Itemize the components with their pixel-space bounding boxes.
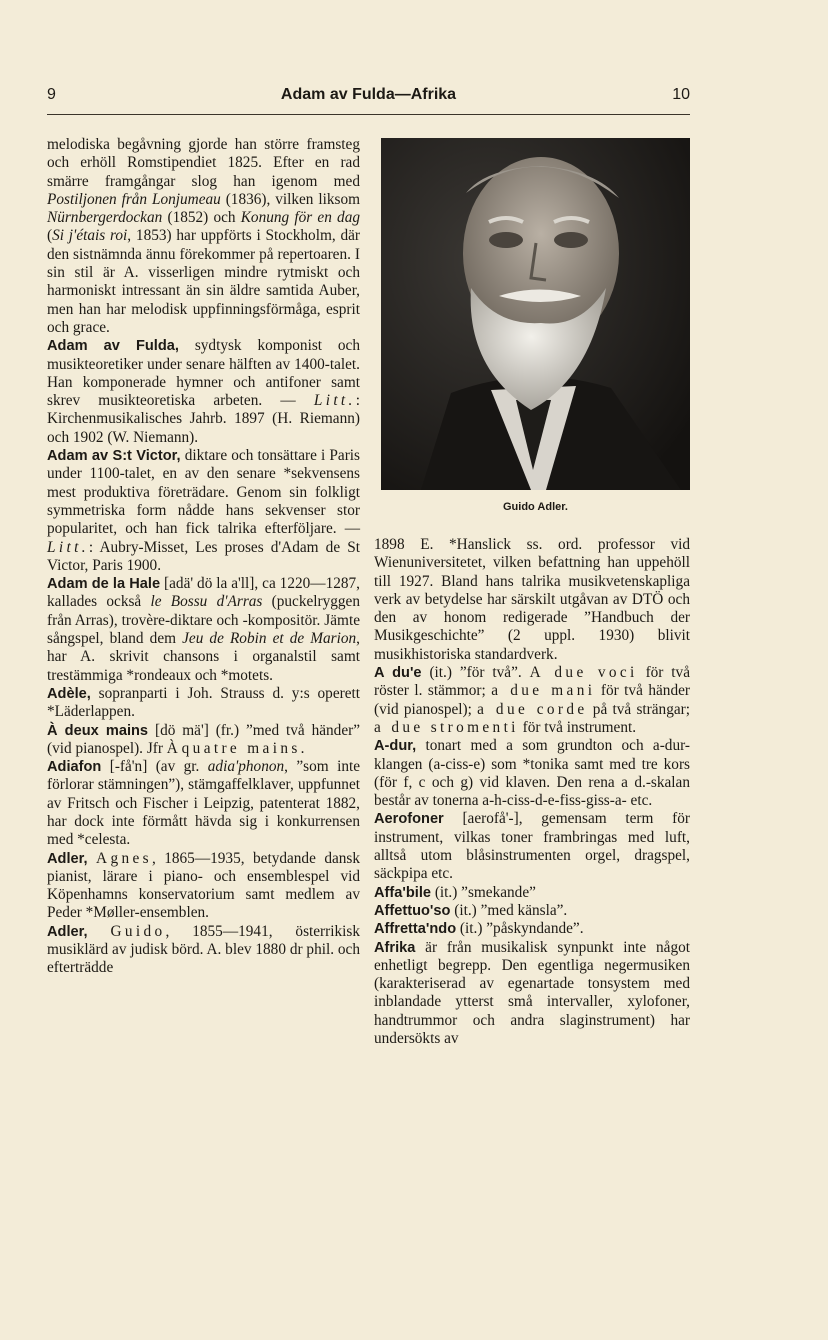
entry-afrika: Afrika är från musikalisk synpunkt inte något enhetligt begrepp. Den egentliga negermusiken (karakteriserad av egenartade tonsystem med inblandade ytterst små intervaller, xylofoner, handtrummor och andra slaginstrument) har undersökts av (374, 938, 690, 1048)
entry-aerofoner: Aerofoner [aerofå'-], gemensam term för instrument, vilkas toner frambringas med luft, alltså utom blåsinstrumenten orgel, dragspel, säckpipa etc. (374, 810, 690, 883)
headword: À deux mains (47, 722, 149, 739)
entry-a-deux-mains: À deux mains [dö mä'] (fr.) ”med två händer” (vid pianospel). Jfr À quatre mains. (47, 721, 361, 757)
headword: Adam av S:t Victor, (47, 448, 181, 465)
running-header (47, 86, 690, 108)
entry-affrettando: Affretta'ndo (it.) ”påskyndande”. (374, 920, 584, 938)
page-number-right: 10 (672, 86, 690, 103)
page-number-left: 9 (47, 86, 56, 103)
entry-a-due: A du'e (it.) ”för två”. A due voci för två röster l. stämmor; a due mani för två händer (vid pianospel); a due corde på två strängar; a due stromenti för två instrument. (374, 664, 690, 736)
entry-adiafon: Adiafon [-få'n] (av gr. adia'phonon, ”som inte förlorar stämningen”), stämgaffelklaver, uppfunnet av Fritsch och Fischer i Leipzig, patenterat 1882, har dock inte förmått hävda sig i konkurrensen med *celesta. (47, 758, 361, 849)
portrait-photo (381, 138, 690, 490)
headword: Adler, (47, 923, 88, 940)
entry-affabile: Affa'bile (it.) ”smekande” (374, 883, 536, 901)
headword: A du'e (374, 665, 422, 682)
entry-adler-guido-continued: 1898 E. *Hanslick ss. ord. professor vid Wienuniversitetet, vilken befattning han uppehöll till 1927. Bland hans talrika musikvetenskapliga verk av betydelse har särskilt utgåvan av DTÖ och den av honom redigerade ”Handbuch der Musikgeschichte” (2 uppl. 1930) blivit musikhistoriska standardverk. (374, 536, 690, 663)
right-column (374, 536, 690, 1048)
headword: Adèle, (47, 685, 91, 702)
entry-adam-adolphe-continued: melodiska begåvning gjorde han större framsteg och erhöll Romstipendiet 1825. Efter en rad smärre framgångar slog han igenom med Postiljonen från Lonjumeau (1836), vilken liksom Nürnbergerdockan (1852) och Konung för en dag (Si j'étais roi, 1853) har uppförts i Stockholm, där den sistnämnda ännu förekommer på repertoaren. I sin stil är A. visserligen mindre rytmiskt och harmoniskt intressant än sin äldre samtida Auber, men han har melodisk uppfinningsförmåga, esprit och grace. (47, 136, 360, 336)
headword: Affa'bile (374, 884, 431, 901)
entry-adler-guido: Adler, Guido, 1855—1941, österrikisk musiklärd av judisk börd. A. blev 1880 dr phil. och efterträdde (47, 922, 360, 977)
left-column (47, 136, 360, 978)
headword: A-dur, (374, 738, 417, 755)
headword: Affretta'ndo (374, 921, 457, 938)
entry-adam-av-st-victor: Adam av S:t Victor, diktare och tonsättare i Paris under 1100-talet, en av den senare *sekvensens mest produktiva företrädare. Genom sin folkligt symmetriska form nådde hans sekvenser stor popularitet, och han fick talrika efterföljare. — Litt.: Aubry-Misset, Les proses d'Adam de St Victor, Paris 1900. (47, 447, 360, 574)
entry-adler-agnes: Adler, Agnes, 1865—1935, betydande dansk pianist, lärare i piano- och ensemblespel vid Köpenhamns konservatorium samt medlem av Peder *Møller-ensemblen. (47, 849, 361, 922)
entry-adele: Adèle, sopranparti i Joh. Strauss d. y:s operett *Läderlappen. (47, 684, 360, 721)
entry-adam-av-fulda: Adam av Fulda, sydtysk komponist och musikteoretiker under senare hälften av 1400-talet. Han komponerade hymner och antifoner samt skrev musikteoretiska arbeten. — Litt.: Kirchenmusikalisches Jahrb. 1897 (H. Riemann) och 1902 (W. Niemann). (47, 337, 360, 446)
photo-caption: Guido Adler. (503, 501, 568, 513)
headword: Adam av Fulda, (47, 338, 179, 355)
headword: Afrika (374, 939, 416, 956)
headword: Affettuo'so (374, 902, 451, 919)
entry-affettuoso: Affettuo'so (it.) ”med känsla”. (374, 901, 568, 919)
headword: Aerofoner (374, 811, 444, 828)
entry-adam-de-la-hale: Adam de la Hale [adä' dö la a'll], ca 1220—1287, kallades också le Bossu d'Arras (puckelryggen från Arras), trovère-diktare och -kompositör. Jämte sångspel, bland dem Jeu de Robin et de Marion, har A. skrivit chansons i organalstil samt trestämmiga *rondeaux och *motets. (47, 575, 360, 684)
headword: Adiafon (47, 759, 102, 776)
running-title: Adam av Fulda—Afrika (280, 86, 457, 103)
headword: Adler, (47, 850, 88, 867)
entry-a-dur: A-dur, tonart med a som grundton och a-dur-klangen (a-ciss-e) som *tonika samt med tre kors (för f, c och g) vid klaven. Den rena a d.-skalan består av tonerna a-h-ciss-d-e-fiss-giss-a- etc. (374, 737, 690, 810)
header-rule (47, 114, 690, 115)
portrait-photo-icon (381, 138, 690, 490)
headword: Adam de la Hale (47, 576, 161, 593)
